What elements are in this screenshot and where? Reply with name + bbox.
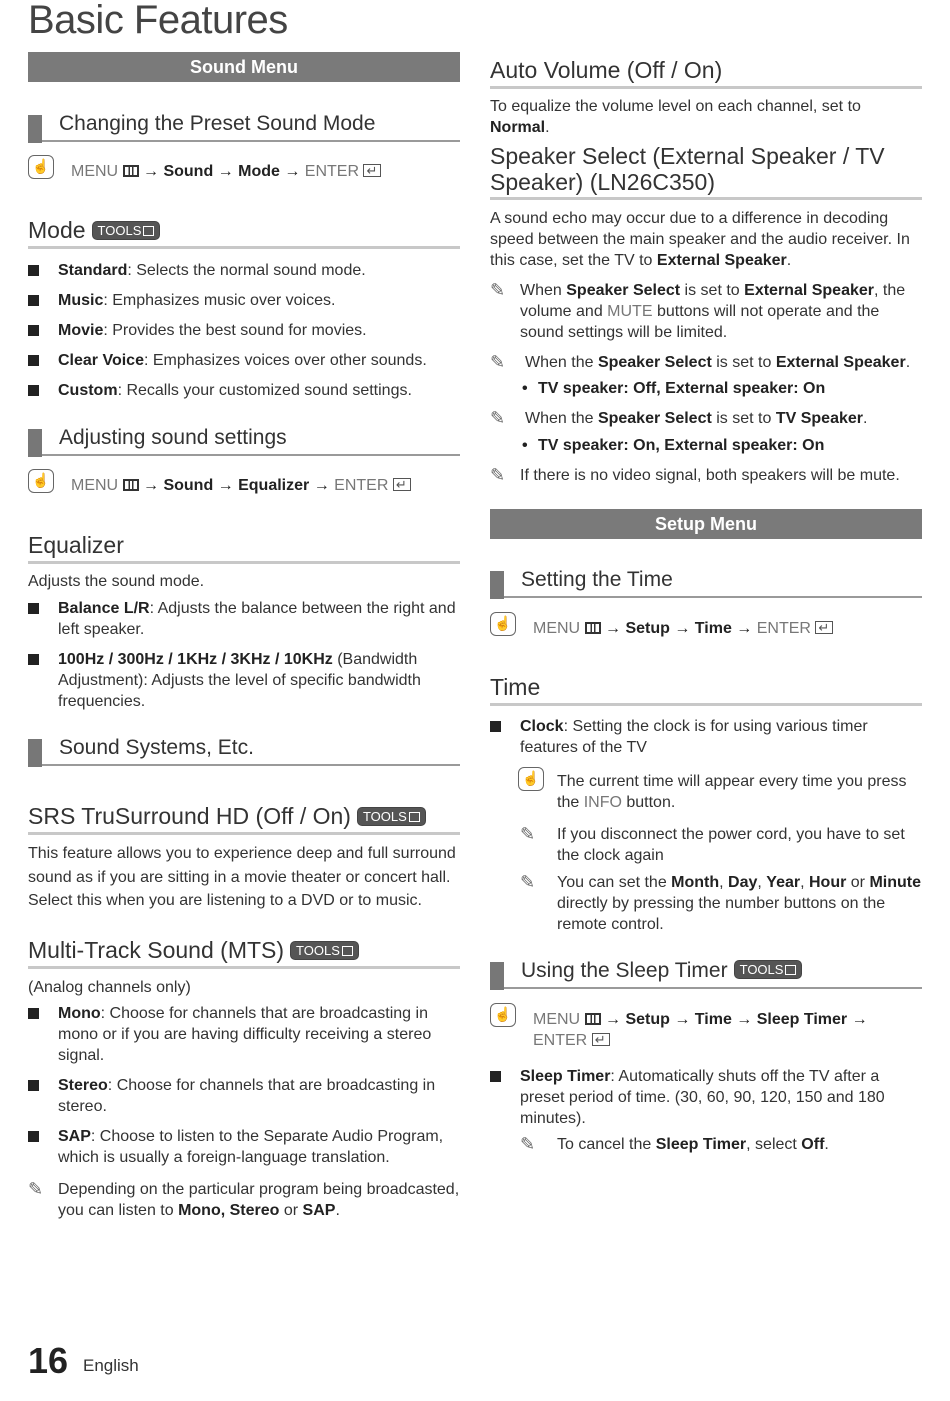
sleep-note: ✎ To cancel the Sleep Timer, select Off. [520, 1134, 829, 1154]
tools-icon [143, 226, 154, 236]
remote-hand-icon: ☝ [490, 1003, 516, 1027]
pencil-note-icon: ✎ [490, 465, 506, 485]
sleep-timer-subheading: Using the Sleep Timer TOOLS [490, 959, 922, 989]
enter-icon [815, 621, 833, 634]
list-item: Mono: Choose for channels that are broadcasting in mono or if you are having difficulty receiving a stereo signal. [28, 1003, 460, 1066]
list-item: Movie: Provides the best sound for movies. [28, 320, 460, 341]
mode-heading: Mode TOOLS [28, 217, 460, 249]
page-language: English [83, 1356, 139, 1375]
auto-volume-description: To equalize the volume level on each channel, set to Normal. [490, 98, 861, 136]
menu-grid-icon [585, 622, 601, 634]
speaker-note: ✎ If there is no video signal, both speakers will be mute. [490, 465, 900, 485]
section-marker [28, 115, 42, 143]
time-menu-path: ☝ MENU → Setup → Time → ENTER ↵ [490, 618, 922, 639]
sound-menu-bar: Sound Menu [28, 52, 460, 82]
list-item: Balance L/R: Adjusts the balance between the right and left speaker. [28, 598, 460, 640]
speaker-select-heading: Speaker Select (External Speaker / TV Speaker) (LN26C350) [490, 143, 922, 200]
equalizer-intro: Adjusts the sound mode. [28, 573, 205, 590]
speaker-select-description: A sound echo may occur due to a difference in decoding speed between the main speaker and the audio receiver. In this case, set the TV to External Speaker. [490, 210, 910, 269]
enter-icon [393, 478, 411, 491]
enter-icon [592, 1033, 610, 1046]
srs-description: This feature allows you to experience deep and full surround sound as if you are sitting in a movie theater or concert hall. Select this when you are listening to a DVD or to music. [28, 845, 456, 909]
list-item: Sleep Timer: Automatically shuts off the TV after a preset period of time. (30, 60, 90, 120, 150 and 180 minutes). [490, 1066, 922, 1129]
page-number: 16 [28, 1340, 69, 1381]
pencil-note-icon: ✎ [490, 280, 506, 300]
right-column [490, 0, 922, 1401]
preset-menu-path: ☝ MENU → Sound → Mode → ENTER ↵ [28, 161, 460, 182]
sound-systems-subheading: Sound Systems, Etc. [28, 736, 460, 766]
tools-badge: TOOLS [357, 807, 426, 826]
section-marker [28, 429, 42, 457]
section-marker [490, 962, 504, 990]
preset-sound-mode-subheading [28, 112, 460, 142]
list-item: Stereo: Choose for channels that are broadcasting in stereo. [28, 1075, 460, 1117]
left-column [28, 0, 460, 1401]
mts-heading: Multi-Track Sound (MTS) TOOLS [28, 937, 460, 969]
remote-hand-icon: ☝ [518, 767, 544, 791]
equalizer-heading: Equalizer [28, 532, 460, 564]
time-note: ✎ You can set the Month, Day, Year, Hour or Minute directly by pressing the number buttons on the remote control. [520, 872, 921, 933]
menu-grid-icon [585, 1013, 601, 1025]
sleep-menu-path: ☝ MENU → Setup → Time → Sleep Timer → ENTER ↵ [490, 1009, 922, 1051]
section-marker [28, 739, 42, 767]
list-item: Custom: Recalls your customized sound settings. [28, 380, 460, 401]
list-item: 100Hz / 300Hz / 1KHz / 3KHz / 10KHz (Bandwidth Adjustment): Adjusts the level of specific bandwidth frequencies. [28, 649, 460, 712]
page-title: Basic Features [28, 0, 288, 42]
adjusting-sound-subheading: Adjusting sound settings [28, 426, 460, 456]
tools-icon [342, 946, 353, 956]
speaker-note: ✎ When the Speaker Select is set to TV Speaker. [490, 408, 868, 428]
setting-time-subheading: Setting the Time [490, 568, 922, 598]
menu-grid-icon [123, 479, 139, 491]
pencil-note-icon: ✎ [28, 1179, 44, 1199]
pencil-note-icon: ✎ [520, 824, 536, 844]
list-item: Music: Emphasizes music over voices. [28, 290, 460, 311]
speaker-sub-item: • TV speaker: Off, External speaker: On [522, 380, 826, 397]
tools-badge: TOOLS [92, 221, 161, 240]
speaker-note: ✎ When Speaker Select is set to External Speaker, the volume and MUTE buttons will not operate and the sound settings will be limited. [490, 280, 906, 341]
auto-volume-heading: Auto Volume (Off / On) [490, 57, 922, 89]
mts-note: ✎ Depending on the particular program being broadcasted, you can listen to Mono, Stereo or SAP. [28, 1179, 460, 1219]
tools-icon [785, 965, 796, 975]
list-item: Clock: Setting the clock is for using various timer features of the TV [490, 716, 922, 758]
srs-heading: SRS TruSurround HD (Off / On) TOOLS [28, 803, 460, 835]
tools-badge: TOOLS [290, 941, 359, 960]
time-hand-note: ☝ The current time will appear every time you press the INFO button. [518, 771, 922, 813]
mts-intro: (Analog channels only) [28, 979, 191, 996]
speaker-sub-item: • TV speaker: On, External speaker: On [522, 437, 825, 454]
time-note: ✎ If you disconnect the power cord, you have to set the clock again [520, 824, 905, 864]
time-heading: Time [490, 674, 922, 706]
list-item: Standard: Selects the normal sound mode. [28, 260, 460, 281]
section-marker [490, 571, 504, 599]
pencil-note-icon: ✎ [490, 408, 506, 428]
remote-hand-icon: ☝ [490, 612, 516, 636]
pencil-note-icon: ✎ [520, 872, 536, 892]
menu-grid-icon [123, 165, 139, 177]
speaker-note: ✎ When the Speaker Select is set to External Speaker. [490, 352, 911, 372]
remote-hand-icon: ☝ [28, 469, 54, 493]
setup-menu-bar: Setup Menu [490, 509, 922, 539]
list-item: SAP: Choose to listen to the Separate Audio Program, which is usually a foreign-language translation. [28, 1126, 460, 1168]
list-item: Clear Voice: Emphasizes voices over other sounds. [28, 350, 460, 371]
tools-icon [409, 812, 420, 822]
preset-heading-text: Changing the Preset Sound Mode [59, 112, 376, 135]
equalizer-menu-path: ☝ MENU → Sound → Equalizer → ENTER ↵ [28, 475, 460, 496]
enter-icon [363, 164, 381, 177]
tools-badge: TOOLS [734, 960, 803, 979]
pencil-note-icon: ✎ [520, 1134, 536, 1154]
remote-hand-icon: ☝ [28, 155, 54, 179]
pencil-note-icon: ✎ [490, 352, 506, 372]
